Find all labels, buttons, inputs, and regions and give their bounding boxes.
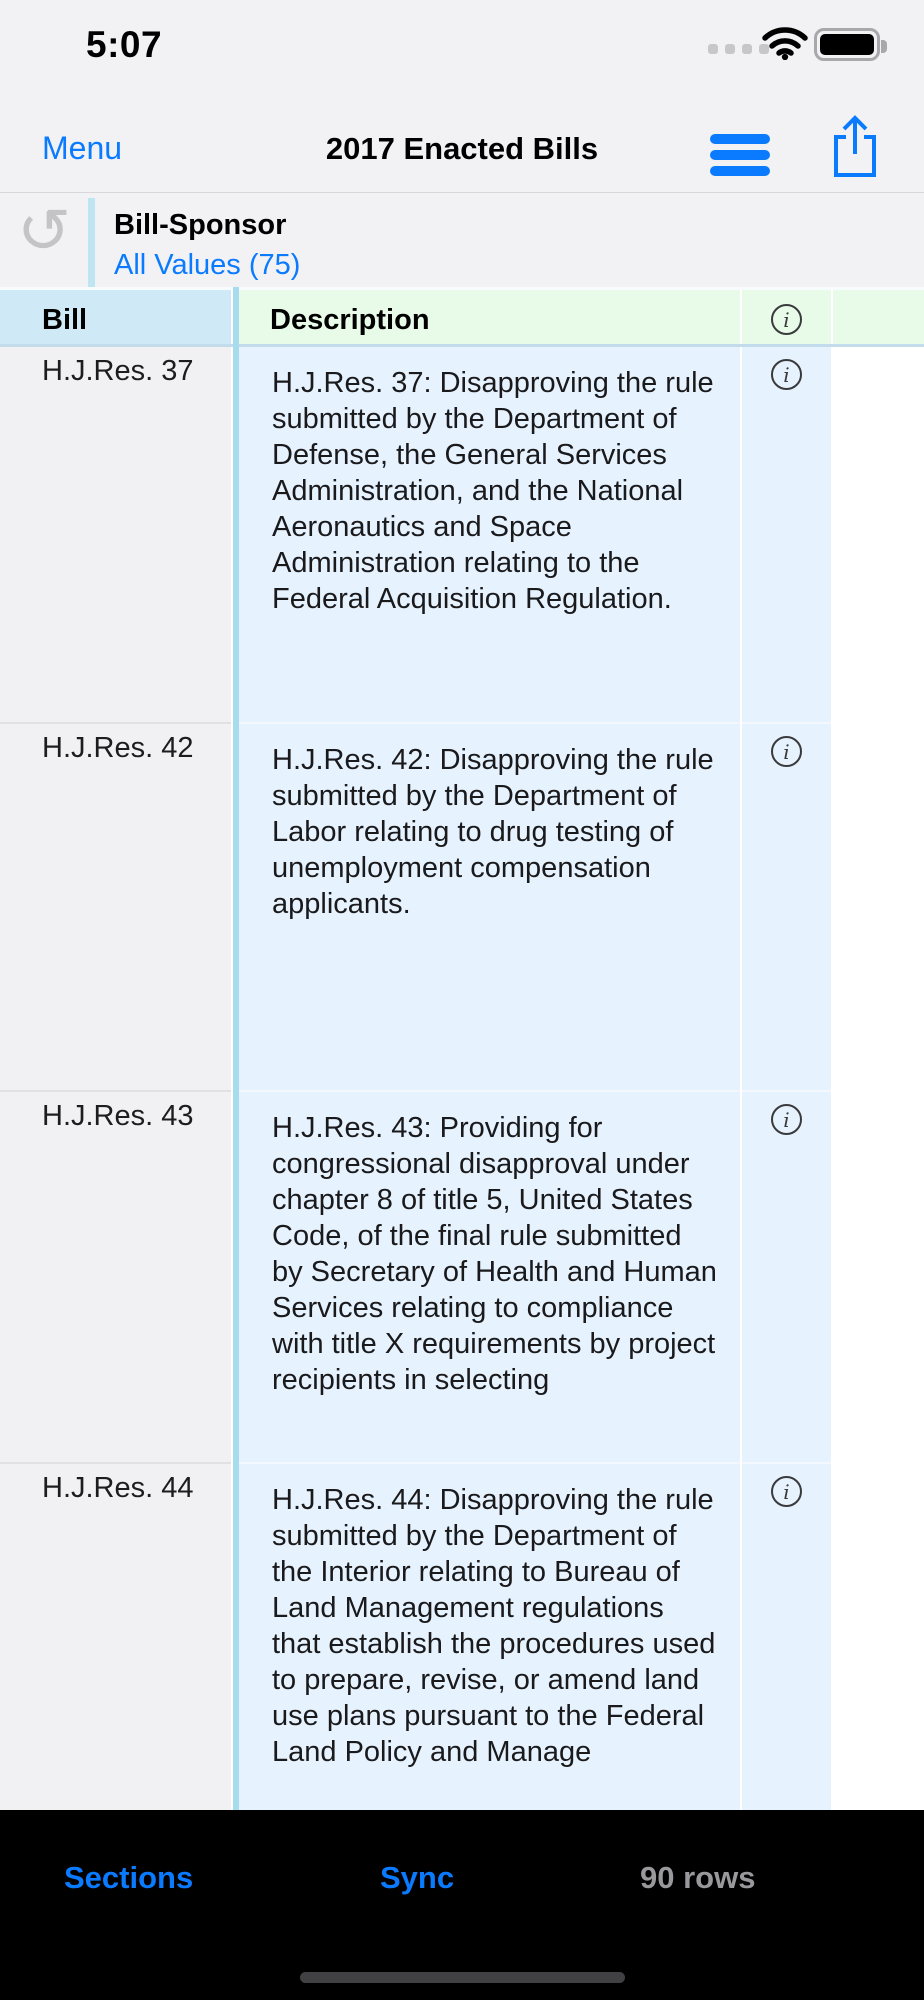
- table-row[interactable]: [0, 347, 924, 722]
- sections-button[interactable]: Sections: [64, 1860, 194, 1895]
- bottom-toolbar: [0, 1810, 924, 2000]
- table-row[interactable]: [0, 722, 924, 1090]
- filter-divider: [88, 198, 95, 287]
- wifi-icon: [762, 26, 808, 65]
- description-text: H.J.Res. 42: Disapproving the rule submitted by the Department of Labor relating to drug testing of unemployment compensation applicants.: [272, 744, 714, 920]
- column-header-description[interactable]: [239, 290, 740, 344]
- description-cell[interactable]: [239, 1462, 740, 1810]
- description-cell[interactable]: [239, 1090, 740, 1462]
- filter-bar: [0, 192, 924, 287]
- column-header-extra: [833, 290, 924, 344]
- battery-icon: [814, 28, 880, 61]
- bill-label: H.J.Res. 44: [42, 1472, 194, 1504]
- column-divider[interactable]: [233, 287, 239, 1810]
- info-cell: [742, 1090, 831, 1462]
- filter-field-label: Bill-Sponsor: [114, 209, 287, 241]
- refresh-icon[interactable]: ↺: [16, 197, 72, 266]
- bill-cell[interactable]: [0, 1090, 231, 1462]
- cellular-signal-icon: [708, 44, 769, 54]
- filter-value-link[interactable]: All Values (75): [114, 249, 301, 281]
- bill-cell[interactable]: [0, 347, 231, 722]
- info-icon[interactable]: i: [771, 359, 802, 390]
- bill-cell[interactable]: [0, 1462, 231, 1810]
- info-cell: [742, 347, 831, 722]
- description-text: H.J.Res. 44: Disapproving the rule submitted by the Department of the Interior relating to Bureau of Land Management regulations that establish the procedures used to prepare, revise, or amend land use plans pursuant to the Federal Land Policy and Manage: [272, 1484, 716, 1768]
- nav-bar: [0, 100, 924, 192]
- table-header-row: [0, 287, 924, 347]
- description-cell[interactable]: [239, 347, 740, 722]
- row-count-label: 90 rows: [640, 1860, 756, 1895]
- bill-label: H.J.Res. 37: [42, 355, 194, 387]
- description-text: H.J.Res. 43: Providing for congressional disapproval under chapter 8 of title 5, United States Code, of the final rule submitted by Secretary of Health and Human Services relating to compliance with title X requirements by project recipients in selecting: [272, 1112, 717, 1396]
- description-cell[interactable]: [239, 722, 740, 1090]
- info-icon[interactable]: i: [771, 1104, 802, 1135]
- column-header-bill[interactable]: [0, 290, 231, 344]
- status-time: 5:07: [86, 24, 163, 65]
- table: [0, 287, 924, 1810]
- column-header-description-label: Description: [270, 304, 430, 336]
- home-indicator[interactable]: [300, 1972, 625, 1983]
- page-title: 2017 Enacted Bills: [325, 131, 599, 166]
- column-header-bill-label: Bill: [42, 304, 88, 336]
- info-icon[interactable]: i: [771, 1476, 802, 1507]
- table-row[interactable]: [0, 1462, 924, 1810]
- info-cell: [742, 722, 831, 1090]
- info-icon[interactable]: i: [771, 304, 802, 335]
- share-icon[interactable]: [831, 114, 879, 185]
- sync-button[interactable]: Sync: [380, 1860, 455, 1895]
- table-body: [0, 347, 924, 1810]
- bill-label: H.J.Res. 43: [42, 1100, 194, 1132]
- description-text: H.J.Res. 37: Disapproving the rule submitted by the Department of Defense, the General Services Administration, and the National Aeronautics and Space Administration relating to the Federal Acquisition Regulation.: [272, 367, 714, 615]
- layout-menu-icon[interactable]: [710, 134, 770, 176]
- column-header-info[interactable]: [742, 290, 831, 344]
- menu-button[interactable]: Menu: [42, 130, 123, 166]
- table-row[interactable]: [0, 1090, 924, 1462]
- status-bar: [0, 0, 924, 100]
- info-cell: [742, 1462, 831, 1810]
- bill-cell[interactable]: [0, 722, 231, 1090]
- bill-label: H.J.Res. 42: [42, 732, 194, 764]
- info-icon[interactable]: i: [771, 736, 802, 767]
